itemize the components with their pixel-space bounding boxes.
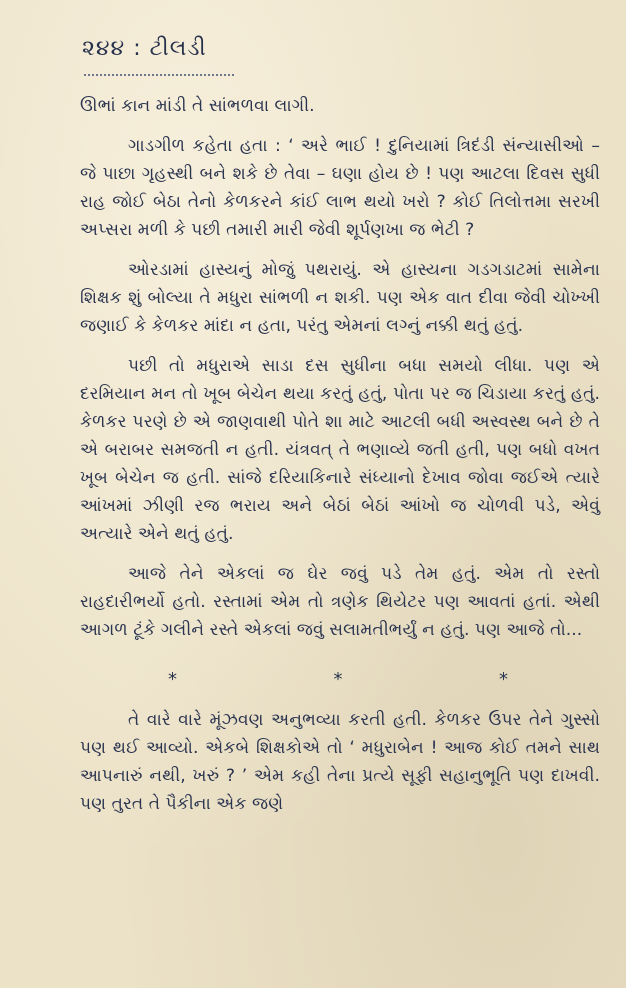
page-header: [82, 36, 207, 61]
divider-star: *: [499, 669, 508, 690]
paragraph: ઊભાં કાન માંડી તે સાંભળવા લાગી.: [80, 96, 315, 116]
body-text: [80, 88, 600, 818]
page-number: ૨૪૪: [82, 36, 126, 61]
paragraph: ગાડગીળ કહેતા હતા : ‘ અરે ભાઈ ! દુનિયામાં ત્રિદંડી સંન્યાસીઓ – જે પાછા ગૃહસ્થી બને શકે છે તેવા – ઘણા હોય છે ! પણ આટલા દિવસ સુધી રાહ જોઈ બેઠા તેનો કેળકરને કાંઈ લાભ થયો ખરો ? કોઈ તિલોત્તમા સરખી અપ્સરા મળી કે પછી તમારી મારી જેવી શૂર્પણખા જ ભેટી ?: [80, 136, 600, 240]
chapter-title: ટીલડી: [149, 36, 207, 61]
divider-star: *: [168, 669, 177, 690]
header-separator: :: [133, 36, 142, 61]
divider-star: *: [333, 669, 343, 690]
paragraph: ઓરડામાં હાસ્યનું મોજું પથરાયું. એ હાસ્યના ગડગડાટમાં સામેના શિક્ષક શું બોલ્યા તે મધુરા સાંભળી ન શકી. પણ એક વાત દીવા જેવી ચોખ્ખી જણાઈ કે કેળકર માંદા ન હતા, પરંતુ એમનાં લગ્નું નક્કી થતું હતું.: [80, 260, 600, 336]
section-divider: [168, 666, 508, 694]
paragraph: પછી તો મધુરાએ સાડા દસ સુધીના બધા સમયો લીધા. પણ એ દરમિયાન મન તો ખૂબ બેચેન થયા કરતું હતું, પોતા પર જ ચિડાયા કરતું હતું. કેળકર પરણે છે એ જાણવાથી પોતે શા માટે આટલી બધી અસ્વસ્થ બને છે તે એ બરાબર સમજતી ન હતી. યંત્રવત્ તે ભણાવ્યે જતી હતી, પણ બધો વખત ખૂબ બેચેન જ હતી. સાંજે દરિયાકિનારે સંધ્યાનો દેખાવ જોવા જઈએ ત્યારે આંખમાં ઝીણી રજ ભરાય અને બેઠાં બેઠાં આંખો જ ચોળવી પડે, એવું અત્યારે એને થતું હતું.: [80, 356, 600, 544]
header-underline: [84, 68, 234, 76]
paragraph: આજે તેને એકલાં જ ઘેર જવું પડે તેમ હતું. એમ તો રસ્તો રાહદારીભર્યો હતો. રસ્તામાં એમ તો ત્રણેક થિયેટર પણ આવતાં હતાં. એથી આગળ ટૂંકે ગલીને રસ્તે એકલાં જવું સલામતીભર્યું ન હતું. પણ આજે તો...: [80, 564, 600, 640]
paragraph: તે વારે વારે મૂંઝવણ અનુભવ્યા કરતી હતી. કેળકર ઉપર તેને ગુસ્સો પણ થઈ આવ્યો. એકબે શિક્ષકોએ તો ‘ મધુરાબેન ! આજ કોઈ તમને સાથ આપનારું નથી, ખરું ? ’ એમ કહી તેના પ્રત્યે સૂફી સહાનુભૂતિ પણ દાખવી. પણ તુરત તે પૈકીના એક જણે: [80, 710, 600, 814]
